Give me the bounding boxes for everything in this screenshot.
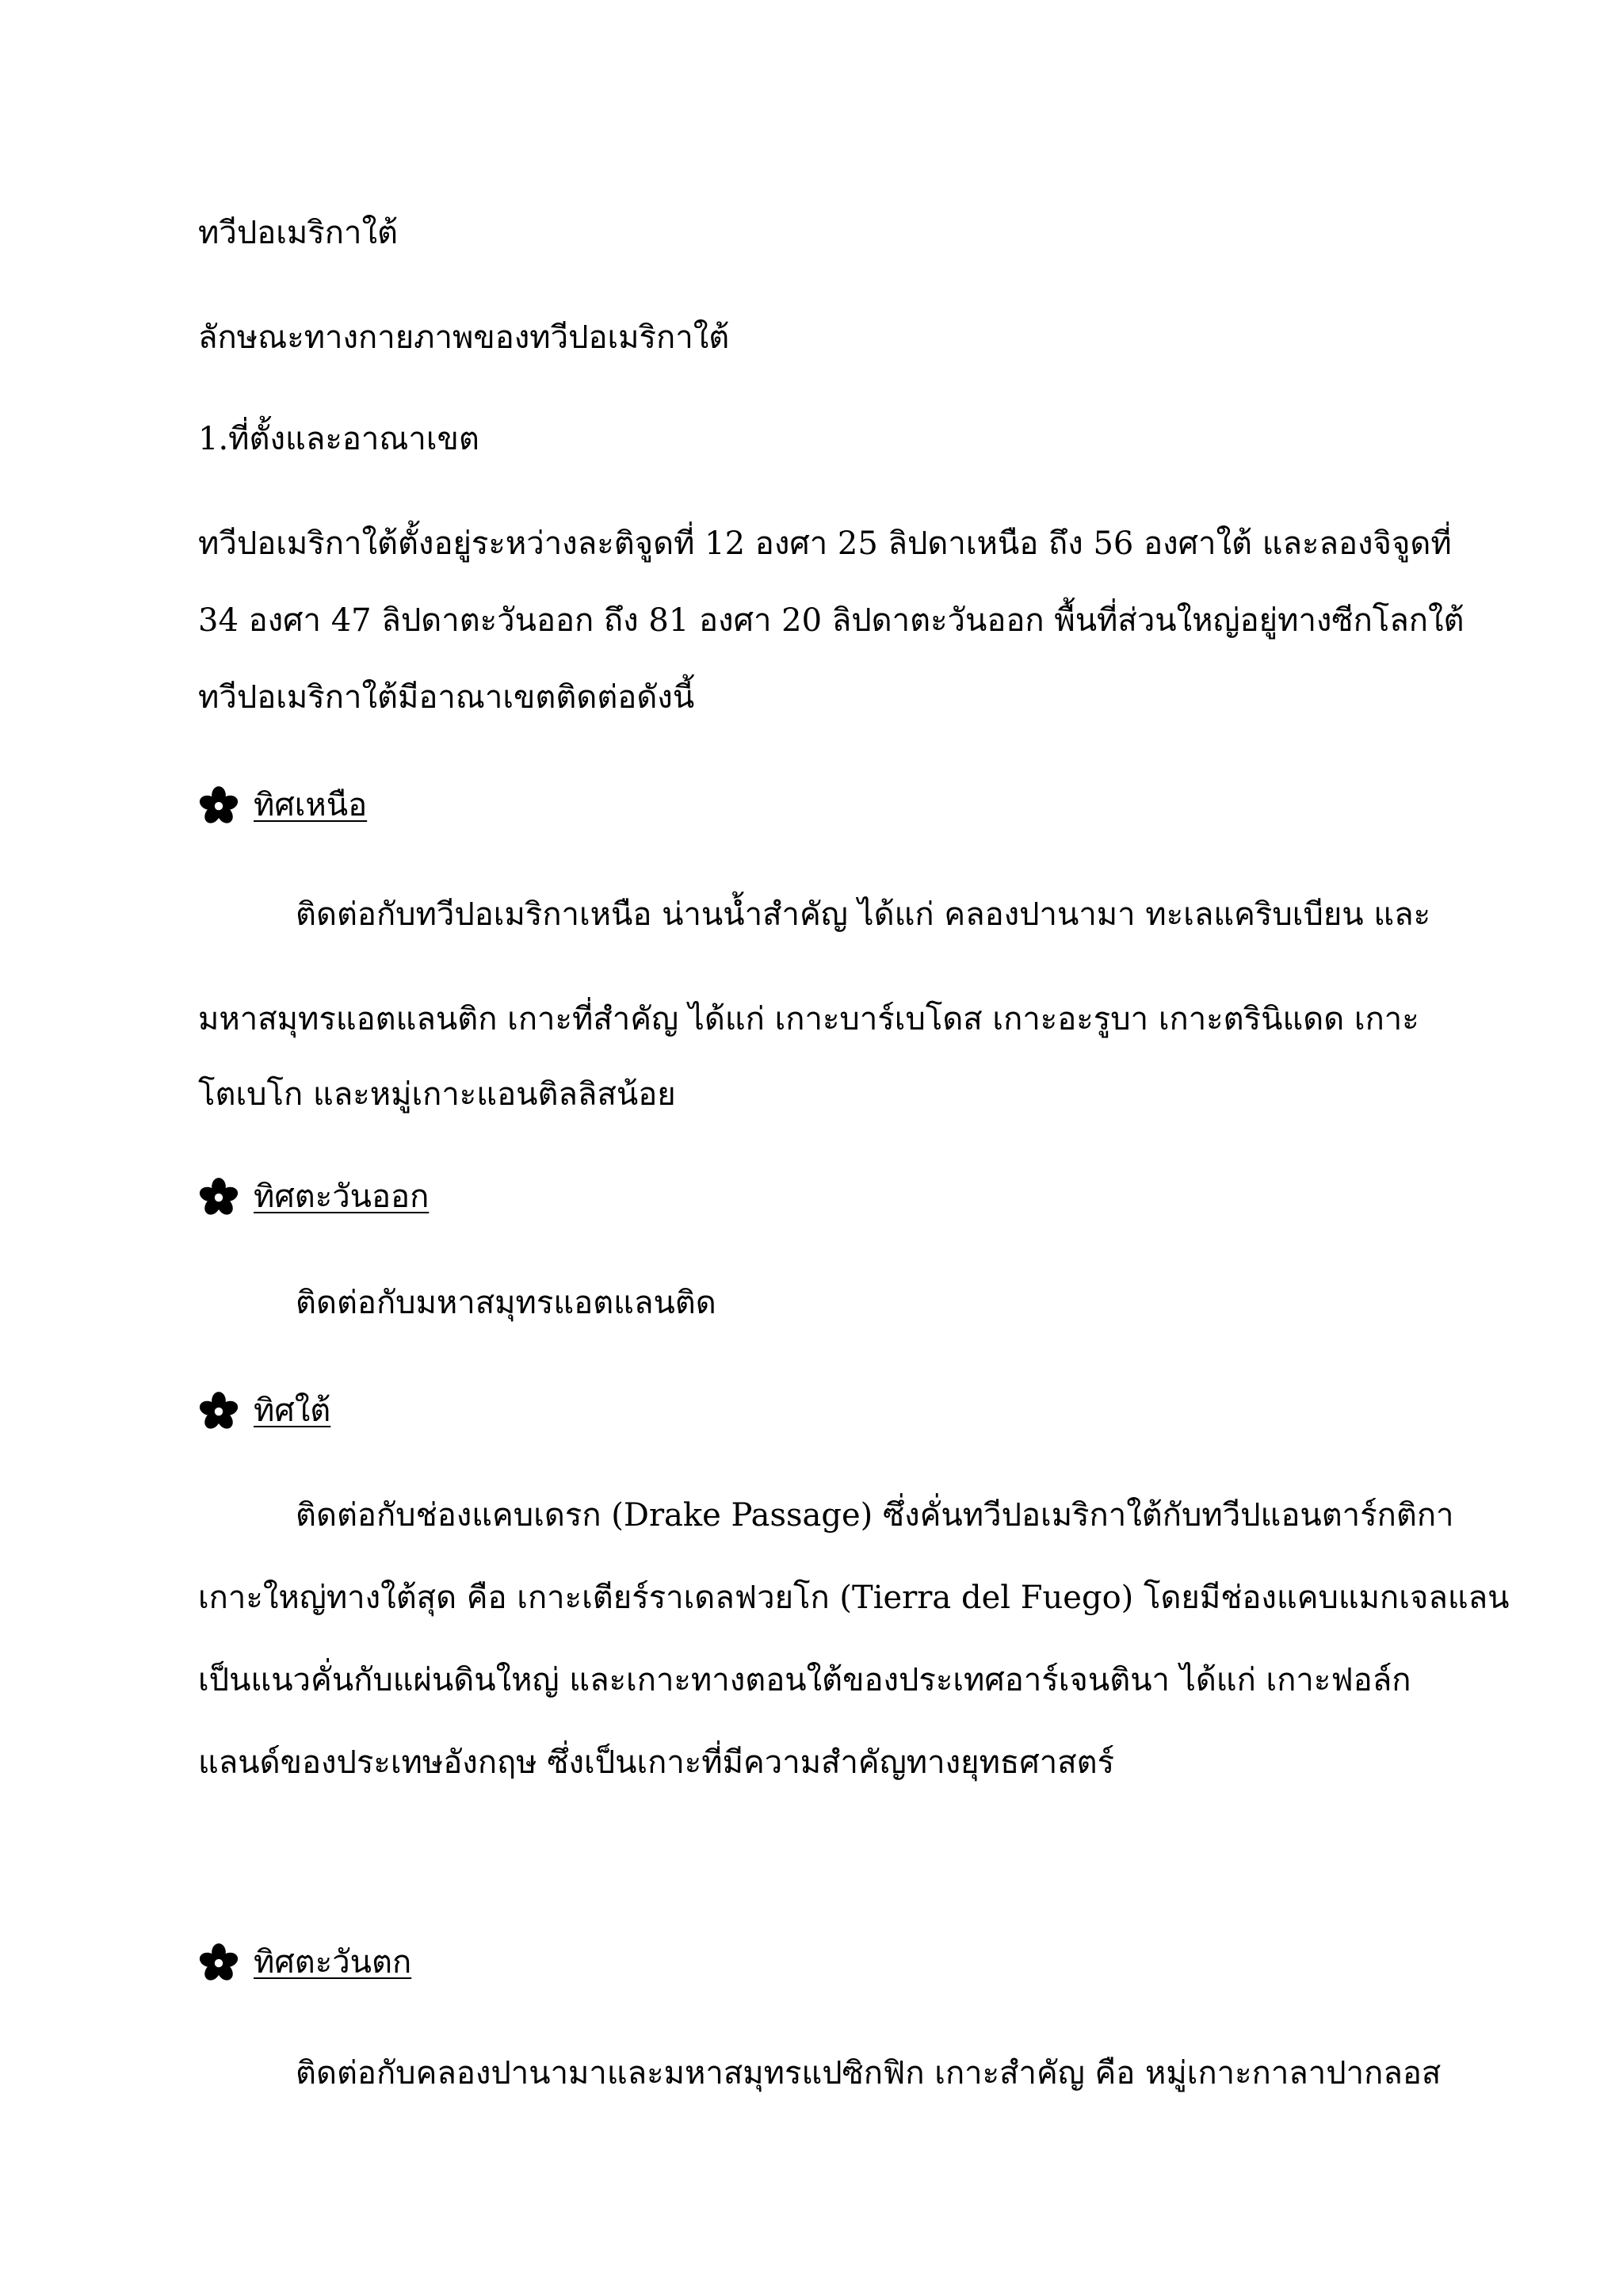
intro-line-2: 34 องศา 47 ลิปดาตะวันออก ถึง 81 องศา 20 ลิปดาตะวันออก พื้นที่ส่วนใหญ่อยู่ทางซีกโลกใต้	[198, 602, 1465, 639]
direction-heading-west	[198, 1940, 411, 1985]
south-line-3: เป็นแนวคั่นกับแผ่นดินใหญ่ และเกาะทางตอนใต้ของประเทศอาร์เจนตินา ได้แก่ เกาะฟอล์ก	[198, 1662, 1411, 1698]
page-subtitle: ลักษณะทางกายภาพของทวีปอเมริกาใต้	[198, 319, 730, 356]
flower-icon	[198, 1390, 239, 1431]
north-line-2: มหาสมุทรแอตแลนติก เกาะที่สำคัญ ได้แก่ เกาะบาร์เบโดส เกาะอะรูบา เกาะตรินิแดด เกาะ	[198, 1001, 1419, 1037]
north-line-1: ติดต่อกับทวีปอเมริกาเหนือ น่านน้ำสำคัญ ได้แก่ คลองปานามา ทะเลแคริบเบียน และ	[296, 896, 1431, 933]
section-heading: 1.ที่ตั้งและอาณาเขต	[198, 421, 479, 457]
north-line-3: โตเบโก และหมู่เกาะแอนติลลิสน้อย	[198, 1076, 676, 1113]
direction-label-north: ทิศเหนือ	[254, 787, 368, 823]
east-line-1: ติดต่อกับมหาสมุทรแอตแลนติด	[296, 1285, 716, 1321]
intro-line-3: ทวีปอเมริกาใต้มีอาณาเขตติดต่อดังนี้	[198, 679, 695, 716]
direction-label-west: ทิศตะวันตก	[254, 1944, 412, 1981]
direction-heading-south	[198, 1389, 330, 1433]
direction-label-south: ทิศใต้	[254, 1392, 331, 1429]
south-line-2: เกาะใหญ่ทางใต้สุด คือ เกาะเตียร์ราเดลฟวยโก (Tierra del Fuego) โดยมีช่องแคบแมกเจลแลน	[198, 1580, 1510, 1616]
west-line-1: ติดต่อกับคลองปานามาและมหาสมุทรแปซิกฟิก เกาะสำคัญ คือ หมู่เกาะกาลาปากลอส	[296, 2055, 1442, 2092]
direction-label-east: ทิศตะวันออก	[254, 1179, 430, 1215]
direction-heading-north	[198, 783, 367, 827]
south-line-4: แลนด์ของประเทษอังกฤษ ซึ่งเป็นเกาะที่มีความสำคัญทางยุทธศาสตร์	[198, 1744, 1115, 1781]
intro-line-1: ทวีปอเมริกาใต้ตั้งอยู่ระหว่างละติจูดที่ 12 องศา 25 ลิปดาเหนือ ถึง 56 องศาใต้ และลองจิจูดที่	[198, 525, 1452, 562]
page-title: ทวีปอเมริกาใต้	[198, 215, 398, 251]
flower-icon	[198, 785, 239, 826]
flower-icon	[198, 1942, 239, 1983]
flower-icon	[198, 1176, 239, 1217]
south-line-1: ติดต่อกับช่องแคบเดรก (Drake Passage) ซึ่งคั่นทวีปอเมริกาใต้กับทวีปแอนตาร์กติกา	[296, 1497, 1454, 1534]
direction-heading-east	[198, 1175, 429, 1219]
